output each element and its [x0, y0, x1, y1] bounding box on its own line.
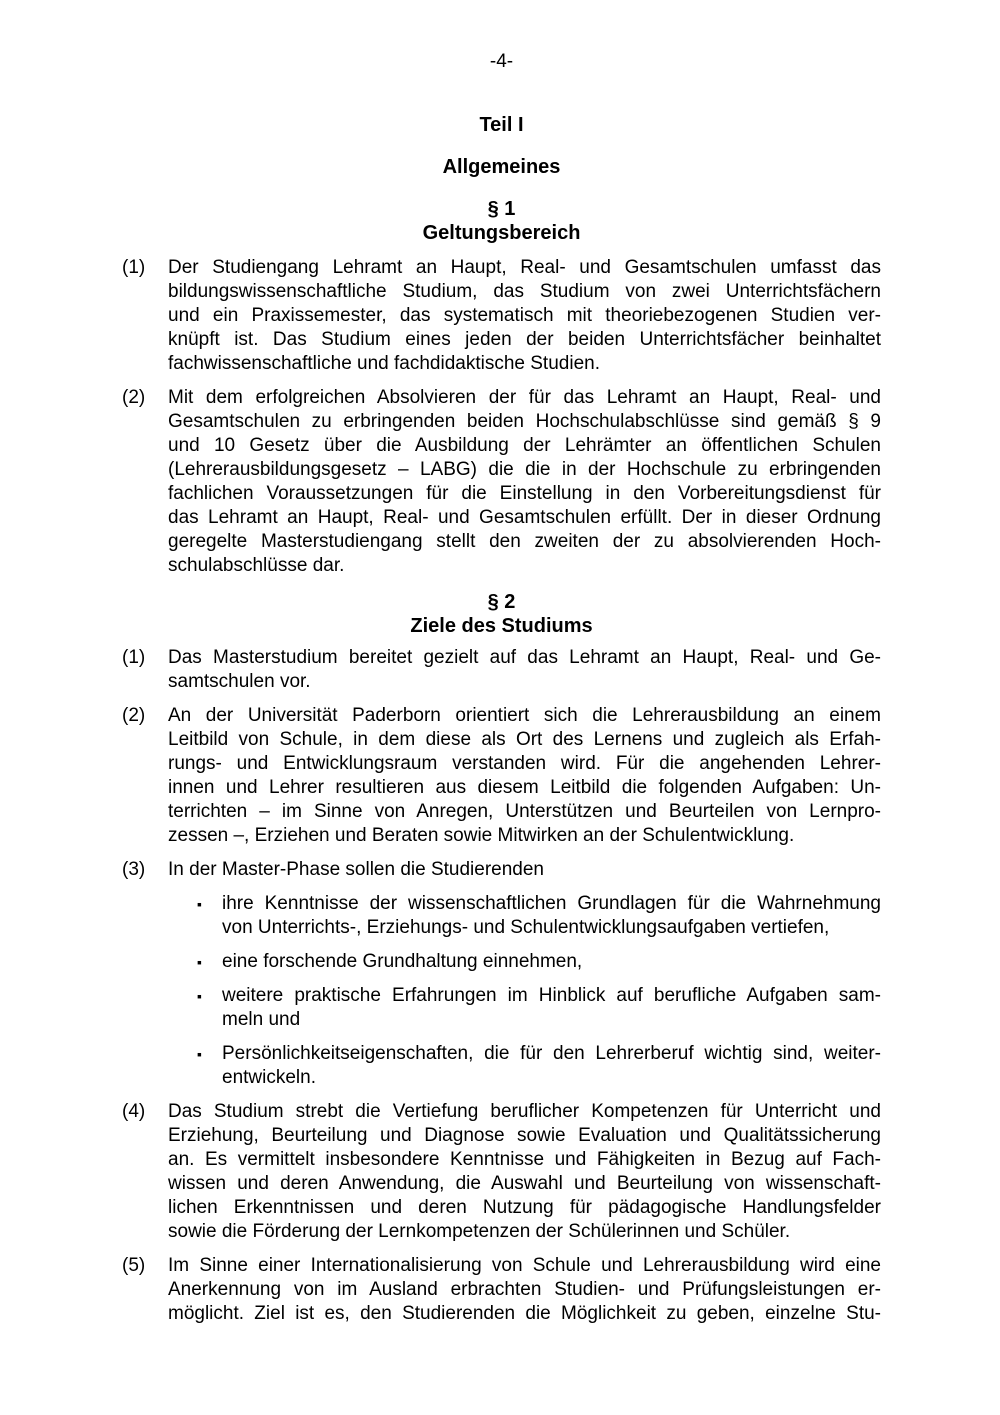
- paragraph-line: Anerkennung von im Ausland erbrachten Studien- und Prüfungsleistungen er-: [168, 1279, 881, 1300]
- paragraph-text: [222, 984, 881, 1032]
- numbered-paragraph: [122, 858, 881, 882]
- bullet-item: [122, 892, 881, 940]
- heading-group: [122, 197, 881, 245]
- paragraph-line: geregelte Masterstudiengang stellt den zweiten der zu absolvierenden Hoch-: [168, 531, 881, 552]
- document-body: [122, 113, 881, 1326]
- bullet-marker-icon: ▪: [197, 954, 202, 970]
- numbered-paragraph: [122, 256, 881, 376]
- paragraph-line: Gesamtschulen zu erbringenden beiden Hochschulabschlüsse sind gemäß § 9: [168, 411, 881, 432]
- paragraph-line: samtschulen vor.: [168, 671, 311, 692]
- bullet-line: entwickeln.: [222, 1067, 316, 1088]
- paragraph-line: lichen Erkenntnissen und deren Nutzung für pädagogische Handlungsfelder: [168, 1197, 881, 1218]
- paragraph-line: Der Studiengang Lehramt an Haupt, Real- und Gesamtschulen umfasst das: [168, 257, 881, 278]
- section-heading: Ziele des Studiums: [410, 615, 593, 637]
- numbered-paragraph: [122, 386, 881, 578]
- bullet-item: [122, 984, 881, 1032]
- bullet-line: weitere praktische Erfahrungen im Hinblick auf berufliche Aufgaben sam-: [222, 985, 881, 1006]
- paragraph-line: wissen und deren Anwendung, die Auswahl und Beurteilung von wissenschaft-: [168, 1173, 881, 1194]
- paragraph-text: [168, 386, 881, 578]
- numbered-paragraph: [122, 646, 881, 694]
- bullet-marker-icon: ▪: [197, 896, 202, 912]
- bullet-item: [122, 950, 881, 974]
- paragraph-line: In der Master-Phase sollen die Studierenden: [168, 859, 545, 880]
- heading-group: [122, 113, 881, 179]
- paragraph-text: [222, 892, 881, 940]
- paragraph-line: an. Es vermittelt insbesondere Kenntnisse und Fähigkeiten in Bezug auf Fach-: [168, 1149, 881, 1170]
- heading-group: [122, 590, 881, 638]
- paragraph-line: das Lehramt an Haupt, Real- und Gesamtschulen erfüllt. Der in dieser Ordnung: [168, 507, 881, 528]
- bullet-marker-icon: ▪: [197, 988, 202, 1004]
- paragraph-text: [168, 1254, 881, 1326]
- paragraph-line: schulabschlüsse dar.: [168, 555, 345, 576]
- paragraph-marker: (4): [122, 1101, 146, 1122]
- paragraph-line: Mit dem erfolgreichen Absolvieren der für das Lehramt an Haupt, Real- und: [168, 387, 881, 408]
- paragraph-text: [168, 1100, 881, 1244]
- paragraph-line: fachlichen Voraussetzungen für die Einstellung in den Vorbereitungsdienst für: [168, 483, 881, 504]
- paragraph-marker: (1): [122, 647, 146, 668]
- section-heading: Geltungsbereich: [422, 222, 581, 244]
- bullet-line: eine forschende Grundhaltung einnehmen,: [222, 951, 583, 972]
- page-number: -4-: [489, 51, 514, 72]
- paragraph-text: [168, 704, 881, 848]
- numbered-paragraph: [122, 1254, 881, 1326]
- section-heading: Teil I: [479, 114, 524, 136]
- section-heading: § 1: [487, 198, 516, 220]
- paragraph-line: terrichten – im Sinne von Anregen, Unterstützen und Beurteilen von Lernpro-: [168, 801, 881, 822]
- paragraph-line: innen und Lehrer resultieren aus diesem Leitbild die folgenden Aufgaben: Un-: [168, 777, 881, 798]
- paragraph-line: Leitbild von Schule, in dem diese als Ort des Lernens und zugleich als Erfah-: [168, 729, 881, 750]
- paragraph-line: (Lehrerausbildungsgesetz – LABG) die die in der Hochschule zu erbringenden: [168, 459, 881, 480]
- paragraph-marker: (3): [122, 859, 146, 880]
- paragraph-line: An der Universität Paderborn orientiert sich die Lehrerausbildung an einem: [168, 705, 881, 726]
- bullet-marker-icon: ▪: [197, 1046, 202, 1062]
- paragraph-line: Erziehung, Beurteilung und Diagnose sowie Evaluation und Qualitätssicherung: [168, 1125, 881, 1146]
- bullet-line: meln und: [222, 1009, 301, 1030]
- page-content: [122, 50, 881, 1326]
- paragraph-marker: (5): [122, 1255, 146, 1276]
- paragraph-line: und ein Praxissemester, das systematisch mit theoriebezogenen Studien ver-: [168, 305, 881, 326]
- paragraph-line: bildungswissenschaftliche Studium, das Studium von zwei Unterrichtsfächern: [168, 281, 881, 302]
- paragraph-line: möglicht. Ziel ist es, den Studierenden die Möglichkeit zu geben, einzelne Stu-: [168, 1303, 881, 1324]
- paragraph-text: [222, 1042, 881, 1090]
- bullet-item: [122, 1042, 881, 1090]
- numbered-paragraph: [122, 704, 881, 848]
- paragraph-line: fachwissenschaftliche und fachdidaktische Studien.: [168, 353, 600, 374]
- paragraph-line: und 10 Gesetz über die Ausbildung der Lehrämter an öffentlichen Schulen: [168, 435, 881, 456]
- numbered-paragraph: [122, 1100, 881, 1244]
- paragraph-marker: (2): [122, 387, 146, 408]
- paragraph-line: Das Masterstudium bereitet gezielt auf das Lehramt an Haupt, Real- und Ge-: [168, 647, 881, 668]
- paragraph-line: Das Studium strebt die Vertiefung beruflicher Kompetenzen für Unterricht und: [168, 1101, 881, 1122]
- paragraph-text: [168, 256, 881, 376]
- paragraph-marker: (2): [122, 705, 146, 726]
- section-heading: § 2: [487, 591, 516, 613]
- paragraph-line: knüpft ist. Das Studium eines jeden der beiden Unterrichtsfächer beinhaltet: [168, 329, 881, 350]
- paragraph-line: sowie die Förderung der Lernkompetenzen der Schülerinnen und Schüler.: [168, 1221, 791, 1242]
- paragraph-marker: (1): [122, 257, 146, 278]
- paragraph-text: [222, 950, 881, 974]
- paragraph-line: rungs- und Entwicklungsraum verstanden wird. Für die angehenden Lehrer-: [168, 753, 881, 774]
- paragraph-text: [168, 858, 881, 882]
- paragraph-line: zessen –, Erziehen und Beraten sowie Mitwirken an der Schulentwicklung.: [168, 825, 795, 846]
- bullet-line: ihre Kenntnisse der wissenschaftlichen Grundlagen für die Wahrnehmung: [222, 893, 881, 914]
- section-heading: Allgemeines: [442, 156, 561, 178]
- bullet-line: von Unterrichts-, Erziehungs- und Schulentwicklungsaufgaben vertiefen,: [222, 917, 830, 938]
- paragraph-line: Im Sinne einer Internationalisierung von Schule und Lehrerausbildung wird eine: [168, 1255, 881, 1276]
- bullet-line: Persönlichkeitseigenschaften, die für den Lehrerberuf wichtig sind, weiter-: [222, 1043, 881, 1064]
- paragraph-text: [168, 646, 881, 694]
